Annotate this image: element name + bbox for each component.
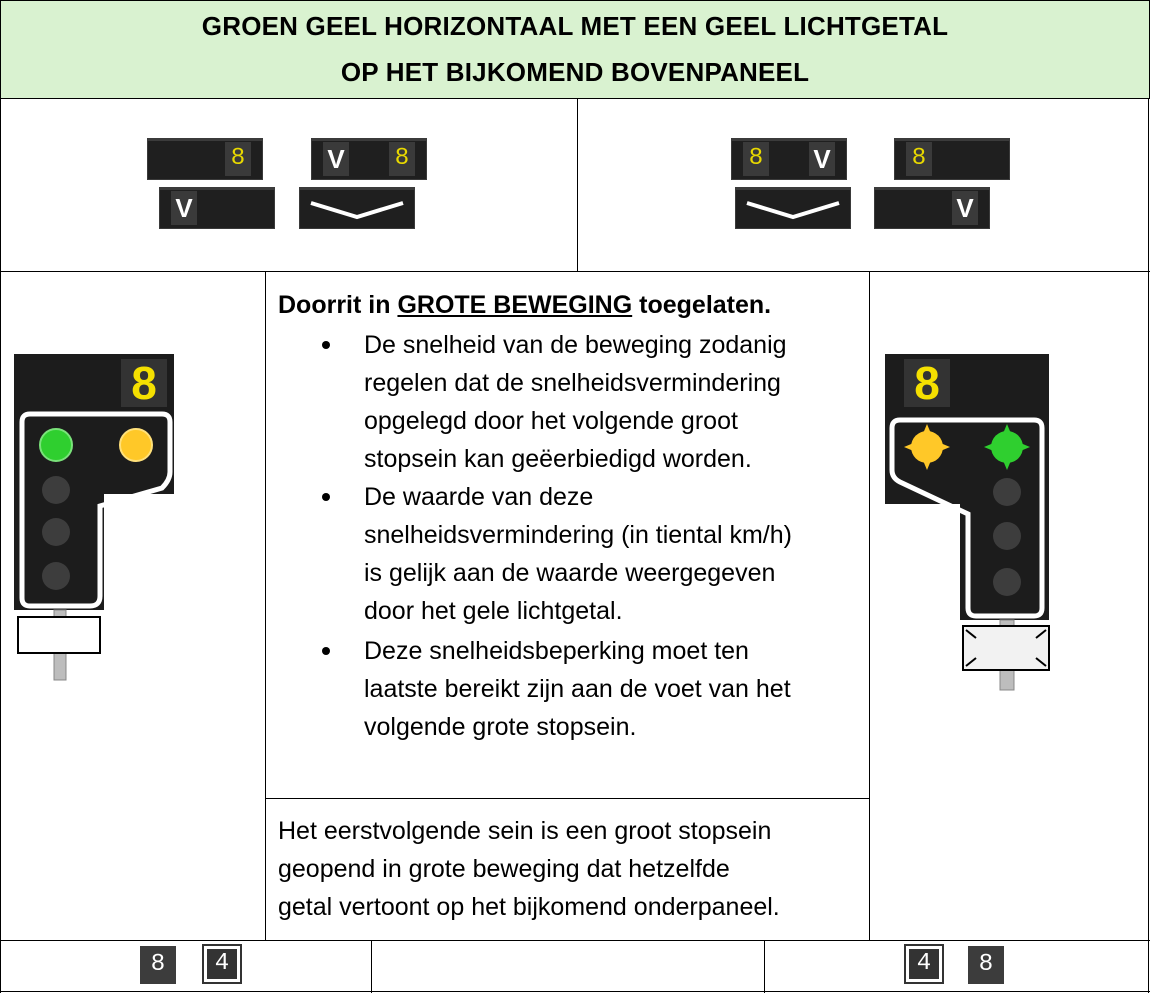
divider [0,271,1150,272]
divider [0,940,1150,941]
divider [371,940,372,993]
divider [577,98,578,272]
next-signal-text: Het eerstvolgende sein is een groot stopsein geopend in grote beweging dat hetzelfde getal vertoont op het bijkomend onderpaneel. [278,817,780,921]
divider [0,98,1150,99]
bullet-icon [322,493,330,501]
signal-right [880,354,1052,694]
speed-box-framed: 4 [204,946,240,982]
divider [265,271,266,941]
list-item: De waarde van deze snelheidsvermindering (in tiental km/h) is gelijk aan de waarde weergegeven door het gele lichtgetal. [364,478,864,630]
divider [265,798,870,799]
panel-v-letter: V [323,142,349,176]
divider [0,991,1150,992]
indicator-panel-chevron [299,187,415,229]
signal-left-number: 8 [131,357,157,409]
list-item: Deze snelheidsbeperking moet ten laatste bereikt zijn aan de voet van het volgende grote stopsein. [364,632,864,746]
panel-digit: 8 [225,142,251,176]
indicator-panel [731,138,847,180]
indicator-panel [874,187,990,229]
title-line-2: OP HET BIJKOMEND BOVENPANEEL [340,57,810,87]
bullet-icon [322,341,330,349]
divider [764,940,765,993]
indicator-panel-chevron [735,187,851,229]
panel-v-letter: V [171,191,197,225]
panel-v-letter: V [809,142,835,176]
chevron-down-icon [743,195,843,223]
signal-left [12,354,177,684]
divider [1148,98,1149,993]
divider [0,98,1,993]
divider [869,271,870,941]
chevron-down-icon [307,195,407,223]
indicator-panel [159,187,275,229]
description-heading [278,286,771,324]
panel-digit: 8 [906,142,932,176]
heading-emphasis: GROTE BEWEGING [397,291,633,319]
panel-v-letter: V [952,191,978,225]
panel-digit: 8 [743,142,769,176]
panel-digit: 8 [389,142,415,176]
speed-box-framed: 4 [906,946,942,982]
speed-box: 8 [140,946,176,984]
heading-suffix: toegelaten. [639,291,772,319]
heading-prefix: Doorrit in [278,291,391,319]
speed-box: 8 [968,946,1004,984]
indicator-panel [894,138,1010,180]
indicator-panel [311,138,427,180]
list-item: De snelheid van de beweging zodanig regelen dat de snelheidsvermindering opgelegd door het volgende groot stopsein kan geëerbiedigd worden. [364,326,864,478]
header-banner [0,0,1150,99]
bullet-icon [322,647,330,655]
signal-right-number: 8 [914,357,940,409]
indicator-panel [147,138,263,180]
title-line-1: GROEN GEEL HORIZONTAAL MET EEN GEEL LICHTGETAL [201,11,949,41]
